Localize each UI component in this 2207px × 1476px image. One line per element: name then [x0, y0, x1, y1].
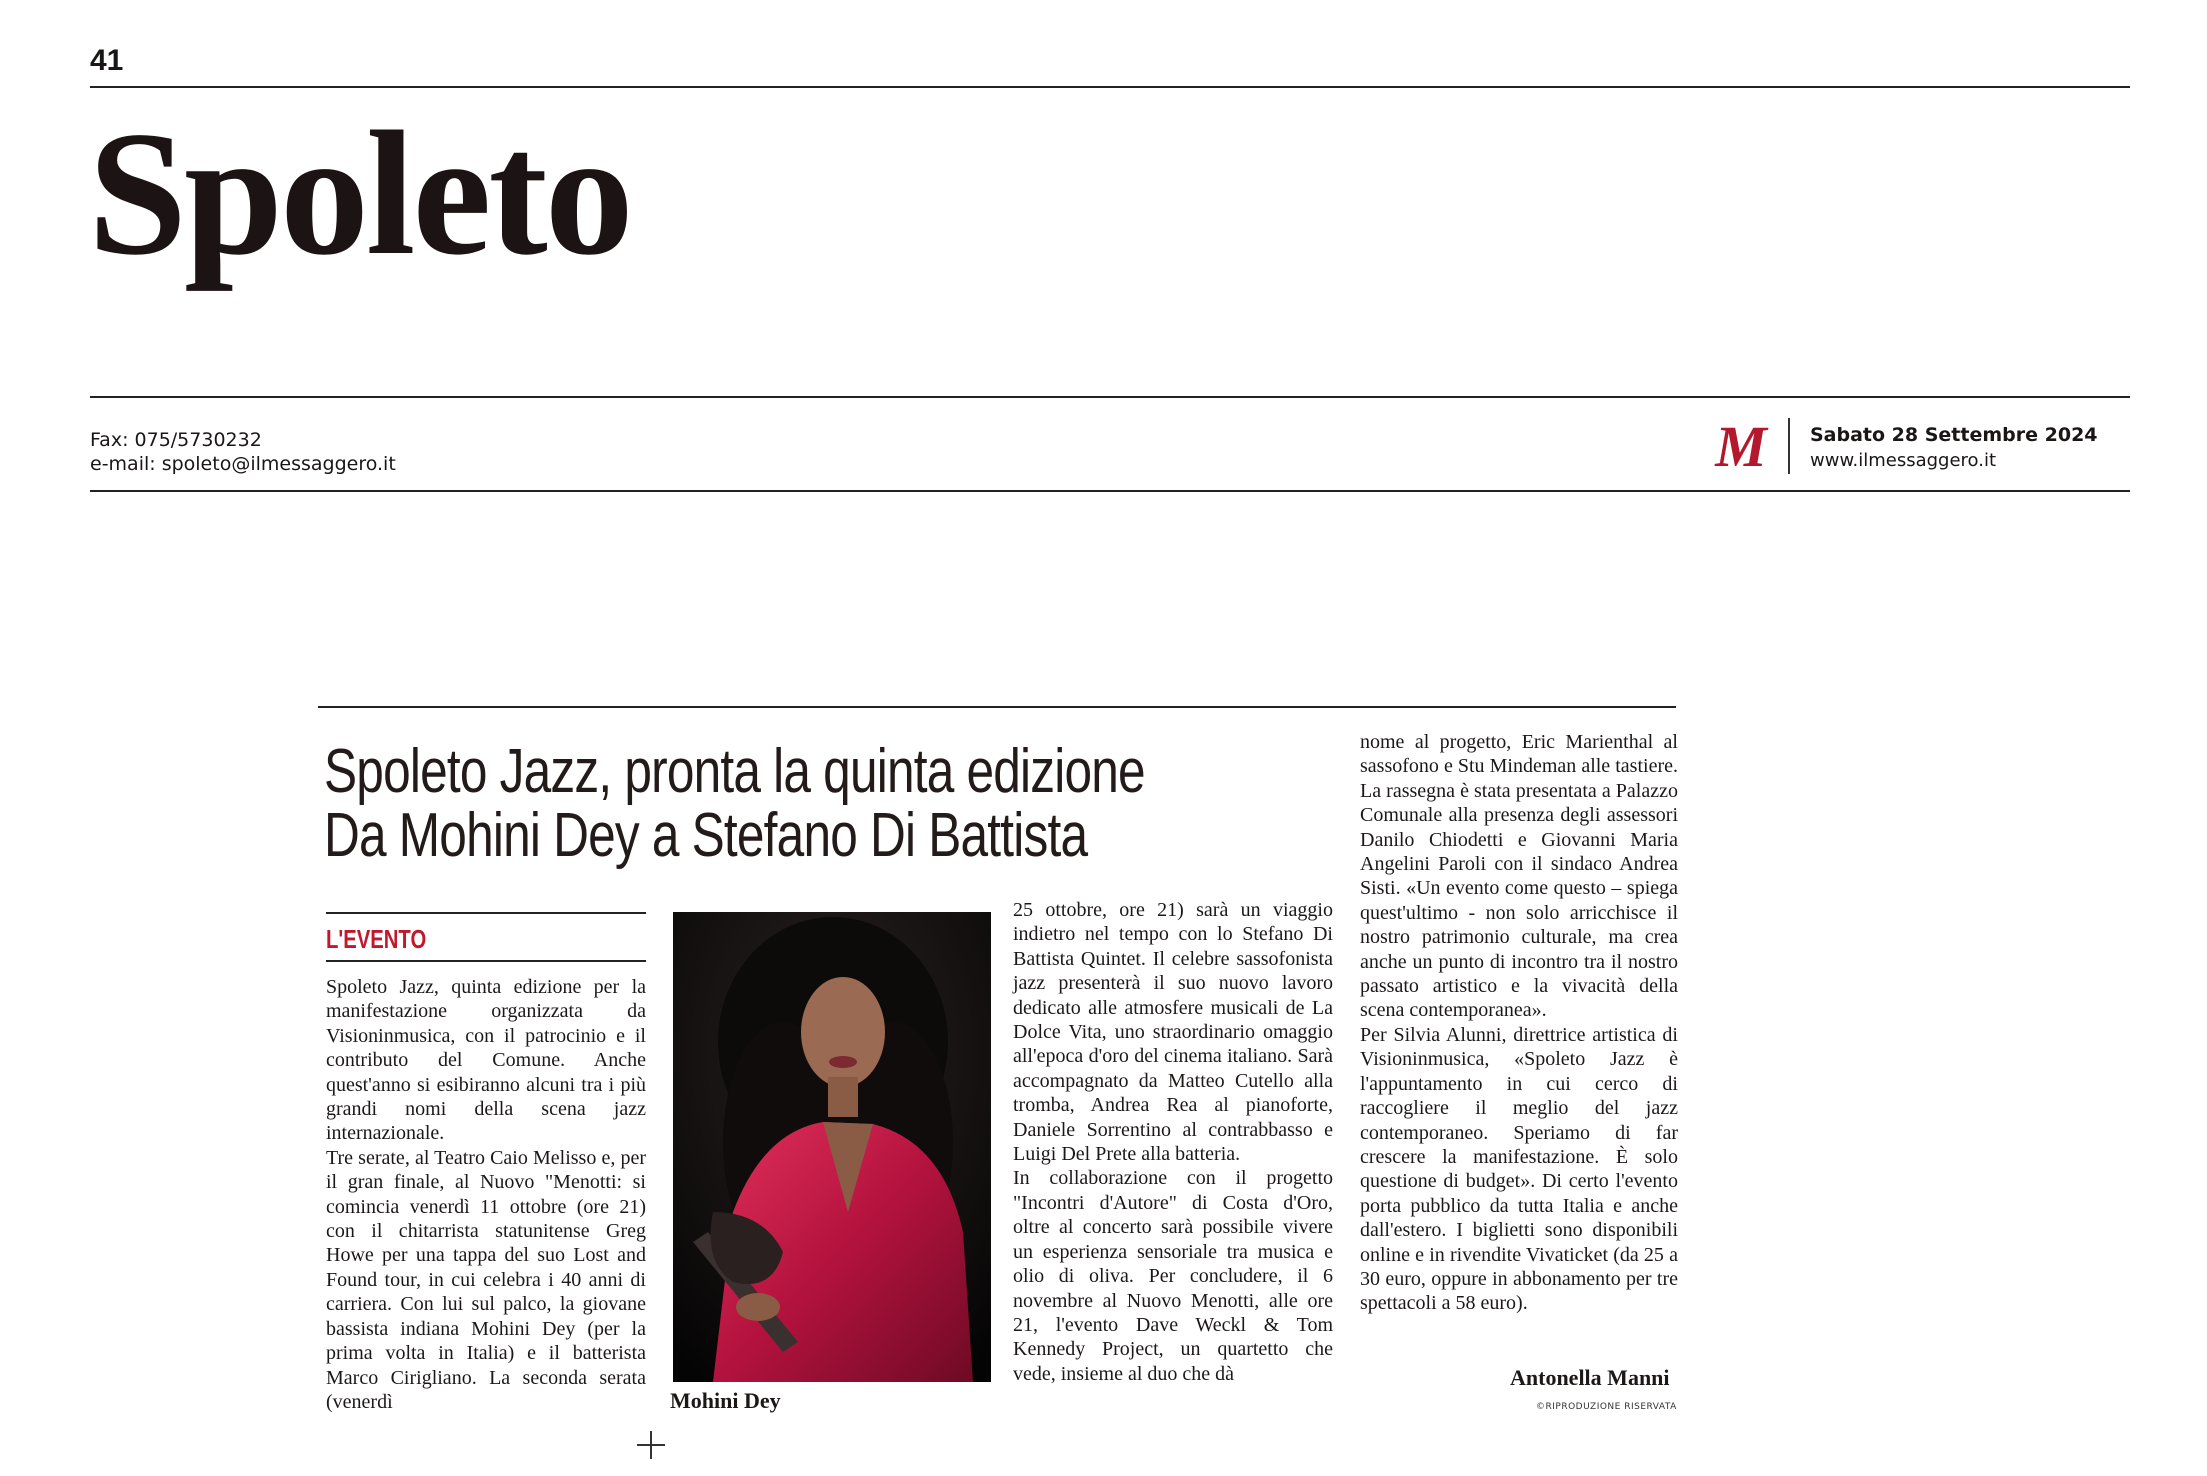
section-rule	[90, 396, 2130, 398]
paragraph: In collaborazione con il progetto "Incontri d'Autore" di Costa d'Oro, oltre al concerto sarà possibile vivere un esperienza sensoriale tra musica e olio di oliva. Per concludere, il 6 novembre al Nuovo Menotti, alle ore 21, l'evento Dave Weckl & Tom Kennedy Project, un quartetto che vede, insieme al duo che dà	[1013, 1167, 1333, 1385]
kicker-rule-bottom	[326, 960, 646, 962]
kicker-rule-top	[326, 912, 646, 914]
article-column-2	[1013, 898, 1333, 1386]
contact-email: e-mail: spoleto@ilmessaggero.it	[90, 453, 396, 475]
kicker-label: L'EVENTO	[326, 924, 427, 954]
contact-info	[90, 428, 396, 476]
article-top-rule	[318, 706, 1676, 708]
article-headline	[324, 737, 1344, 870]
masthead-rule	[90, 490, 2130, 492]
paragraph: Tre serate, al Teatro Caio Melisso e, per il gran finale, al Nuovo "Menotti: si comincia venerdì 11 ottobre (ore 21) con il chitarrista statunitense Greg Howe per una tappa del suo Lost and Found tour, in cui celebra i 40 anni di carriera. Con lui sul palco, la giovane bassista indiana Mohini Dey (per la prima volta in Italia) e il batterista Marco Cirigliano. La seconda serata (venerdì	[326, 1146, 646, 1413]
photo-caption: Mohini Dey	[670, 1388, 781, 1413]
paragraph: Spoleto Jazz, quinta edizione per la manifestazione organizzata da Visioninmusica, con il patrocinio e il contributo del Comune. Anche quest'anno si esibiranno alcuni tra i più grandi nomi della scena jazz internazionale.	[326, 976, 646, 1145]
fax-number: Fax: 075/5730232	[90, 429, 262, 451]
author-byline: Antonella Manni	[1510, 1365, 1670, 1390]
paragraph: nome al progetto, Eric Marienthal al sassofono e Stu Mindeman alle tastiere. La rassegna è stata presentata a Palazzo Comunale alla presenza degli assessori Danilo Chiodetti e Giovanni Maria Angelini Paroli con il sindaco Andrea Sisti. «Un evento come questo – spiega quest'ultimo - non solo arricchisce il nostro patrimonio culturale, ma crea anche un punto di incontro tra il nostro passato artistico e la vivacità della scena contemporanea».	[1360, 731, 1678, 1022]
headline-line-1: Spoleto Jazz, pronta la quinta edizione	[324, 737, 1145, 806]
issue-date: Sabato 28 Settembre 2024	[1810, 424, 2098, 446]
paragraph: 25 ottobre, ore 21) sarà un viaggio indietro nel tempo con lo Stefano Di Battista Quintet. Il celebre sassofonista jazz presenterà il suo nuovo lavoro dedicato alle atmosfere musicali de La Dolce Vita, uno straordinario omaggio all'epoca d'oro del cinema italiano. Sarà accompagnato da Matteo Cutello alla tromba, Andrea Rea al pianoforte, Daniele Sorrentino al contrabbasso e Luigi Del Prete alla batteria.	[1013, 899, 1333, 1166]
messaggero-logo-icon	[1712, 420, 1770, 472]
masthead-divider	[1788, 418, 1790, 474]
website-link[interactable]: www.ilmessaggero.it	[1810, 450, 1997, 471]
article-column-1	[326, 975, 646, 1414]
paragraph: Per Silvia Alunni, direttrice artistica di Visioninmusica, «Spoleto Jazz è l'appuntamento in cui cerco di raccogliere il meglio del jazz contemporaneo. Speriamo di far crescere la manifestazione. È solo questione di budget». Di certo l'evento porta pubblico da tutta Italia e anche dall'estero. I biglietti sono disponibili online e in rivendite Vivaticket (da 25 a 30 euro, oppure in abbonamento per tre spettacoli a 58 euro).	[1360, 1023, 1678, 1315]
page-number: 41	[90, 44, 124, 77]
registration-mark	[650, 1431, 652, 1459]
headline-line-2: Da Mohini Dey a Stefano Di Battista	[324, 801, 1088, 870]
logo-letter: M	[1715, 420, 1767, 472]
article-column-3	[1360, 730, 1678, 1316]
top-rule	[90, 86, 2130, 88]
section-title: Spoleto	[88, 94, 631, 292]
rights-notice: ©RIPRODUZIONE RISERVATA	[1536, 1402, 1677, 1412]
mohini-dey-photo	[673, 912, 991, 1382]
